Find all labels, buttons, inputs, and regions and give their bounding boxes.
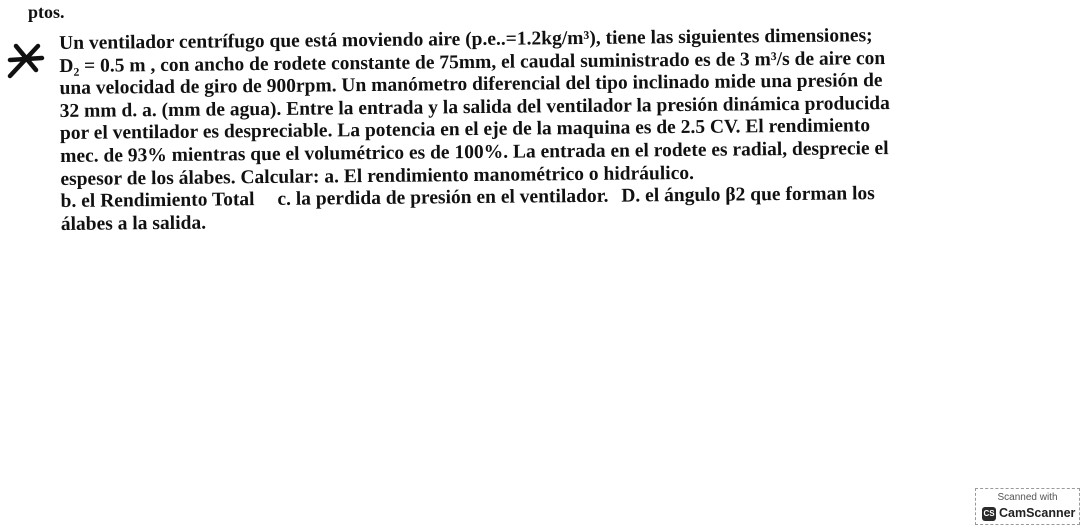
- problem-line: D₂ = 0.5 m , con ancho de rodete constante de 75mm, el caudal suministrado es de 3 m³/s de aire con: [59, 47, 886, 77]
- watermark-caption: Scanned with: [997, 492, 1058, 503]
- problem-line: una velocidad de giro de 900rpm. Un manómetro diferencial del tipo inclinado mide una presión de: [59, 70, 883, 100]
- problem-line: Un ventilador centrífugo que está moviendo aire (p.e..=1.2kg/m³), tiene las siguientes dimensiones;: [59, 25, 873, 54]
- problem-line: por el ventilador es despreciable. La potencia en el eje de la maquina es de 2.5 CV. El rendimiento: [59, 115, 871, 145]
- problem-line: espesor de los álabes. Calcular: a. El rendimiento manométrico o hidráulico.: [60, 162, 695, 190]
- problem-line: mec. de 93% mientras que el volumétrico es de 100%. La entrada en el rodete es radial, desprecie el: [60, 138, 889, 167]
- problem-statement: [59, 23, 1051, 236]
- camscanner-logo-icon: CS: [982, 507, 996, 521]
- question-d-continuation: álabes a la salida.: [60, 212, 207, 235]
- page-fragment-text: ptos.: [28, 2, 65, 22]
- question-c: c. la perdida de presión en el ventilador.: [277, 185, 609, 211]
- asterisk-mark-icon: [6, 40, 46, 80]
- question-b: b. el Rendimiento Total: [60, 189, 255, 213]
- question-d: D. el ángulo β2 que forman los: [621, 183, 875, 207]
- camscanner-watermark: [975, 488, 1080, 525]
- problem-line: 32 mm d. a. (mm de agua). Entre la entrada y la salida del ventilador la presión dinámica producida: [59, 92, 890, 122]
- watermark-brand: CamScanner: [999, 506, 1076, 520]
